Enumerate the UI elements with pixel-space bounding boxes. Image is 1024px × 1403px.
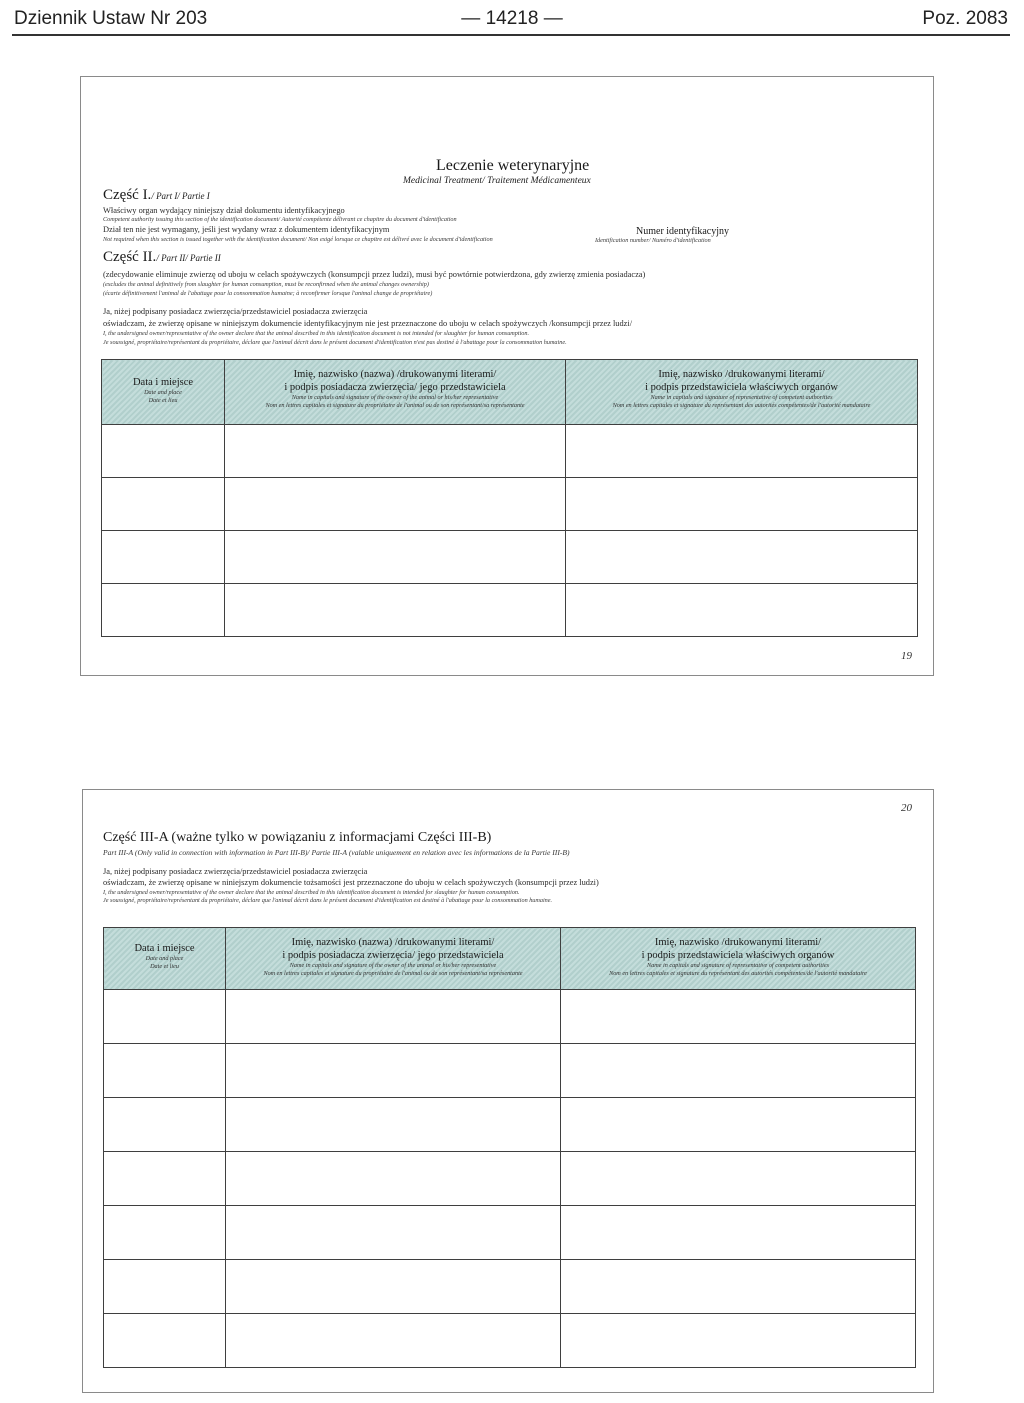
table-cell[interactable] — [226, 1314, 561, 1368]
part-1-note-translation: Not required when this section is issued together with the identification document/ Non exigé lorsque ce chapitre est délivré avec le document d'identification — [103, 236, 493, 243]
column-authority-signature-pl2: i podpis przedstawiciela właściwych organów — [645, 382, 838, 393]
column-authority-signature-en: Name in capitals and signature of representative of competent authorities — [647, 962, 829, 969]
table-cell[interactable] — [226, 1206, 561, 1260]
table-row — [104, 1152, 916, 1206]
table-cell[interactable] — [561, 1206, 916, 1260]
column-authority-signature — [566, 360, 918, 425]
table-header-row — [104, 928, 916, 990]
table-row — [104, 1044, 916, 1098]
section-title: Leczenie weterynaryjne — [436, 157, 590, 174]
column-owner-signature-fr: Nom en lettres capitales et signature du propriétaire de l'animal ou de son représentant/sa représentante — [263, 970, 523, 977]
part-3a-declaration: oświadczam, że zwierzę opisane w niniejszym dokumencie tożsamości jest przeznaczone do uboju w celach spożywczych (konsumpcji przez ludzi) — [103, 878, 599, 887]
column-owner-signature-en: Name in capitals and signature of the owner of the animal or his/her representative — [289, 962, 497, 969]
column-authority-signature-fr: Nom en lettres capitales et signature du représentant des autorités compétentes/de l'autorité mandataire — [612, 402, 871, 409]
table-row — [104, 1206, 916, 1260]
part-2-owner-line: Ja, niżej podpisany posiadacz zwierzęcia/przedstawiciel posiadacza zwierzęcia — [103, 307, 368, 316]
section-subtitle: Medicinal Treatment/ Traitement Médicamenteux — [403, 176, 591, 186]
table-cell[interactable] — [104, 1314, 226, 1368]
table-cell[interactable] — [226, 1260, 561, 1314]
column-owner-signature-pl2: i podpis posiadacza zwierzęcia/ jego przedstawiciela — [282, 950, 504, 961]
table-row — [102, 531, 918, 584]
column-owner-signature — [226, 928, 561, 990]
journal-position: Poz. 2083 — [922, 8, 1008, 29]
part-3a-owner-line: Ja, niżej podpisany posiadacz zwierzęcia/przedstawiciel posiadacza zwierzęcia — [103, 867, 368, 876]
journal-page-number: — 14218 — — [461, 8, 563, 29]
column-owner-signature-fr: Nom en lettres capitales et signature du propriétaire de l'animal ou de son représentant/sa représentante — [265, 402, 525, 409]
part-2-exclusion-fr: (écarte définitivement l'animal de l'abattage pour la consommation humaine; à reconfirmer lorsque l'animal change de propriétaire) — [103, 290, 433, 297]
column-date-place-pl: Data i miejsce — [132, 377, 194, 388]
passport-page-number: 20 — [901, 802, 912, 814]
table-row — [104, 1314, 916, 1368]
part-3a-heading: Część III-A (ważne tylko w powiązaniu z informacjami Części III-B) — [103, 830, 492, 845]
table-row — [104, 1098, 916, 1152]
table-cell[interactable] — [561, 990, 916, 1044]
table-cell[interactable] — [566, 584, 918, 637]
column-authority-signature-fr: Nom en lettres capitales et signature du représentant des autorités compétentes/de l'autorité mandataire — [609, 970, 867, 977]
part-1-note: Dział ten nie jest wymagany, jeśli jest wydany wraz z dokumentem identyfikacyjnym — [103, 225, 390, 234]
column-authority-signature-pl1: Imię, nazwisko /drukowanymi literami/ — [658, 369, 825, 380]
table-cell[interactable] — [225, 425, 566, 478]
column-authority-signature-pl1: Imię, nazwisko /drukowanymi literami/ — [654, 937, 822, 948]
slaughter-declaration-table — [103, 927, 916, 1368]
table-cell[interactable] — [104, 1152, 226, 1206]
table-row — [104, 1260, 916, 1314]
table-cell[interactable] — [226, 990, 561, 1044]
table-cell[interactable] — [561, 1260, 916, 1314]
column-owner-signature-en: Name in capitals and signature of the owner of the animal or his/her representative — [291, 394, 499, 401]
table-cell[interactable] — [226, 1098, 561, 1152]
column-authority-signature — [561, 928, 916, 990]
part-3a-declaration-fr: Je soussigné, propriétaire/représentant du propriétaire, déclare que l'animal décrit dans le présent document d'identification est destiné à l'abattage pour la consommation humaine. — [103, 897, 553, 904]
part-2-declaration-fr: Je soussigné, propriétaire/représentant du propriétaire, déclare que l'animal décrit dans le présent document d'identification n'est pas destiné à l'abattage pour la consommation humaine. — [103, 339, 567, 346]
table-row — [102, 425, 918, 478]
column-authority-signature-en: Name in capitals and signature of representative of competent authorities — [650, 394, 833, 401]
part-1-heading-translation: / Part I/ Partie I — [151, 191, 210, 201]
table-cell[interactable] — [561, 1098, 916, 1152]
table-cell[interactable] — [225, 478, 566, 531]
treatment-signature-table — [101, 359, 918, 637]
part-1-heading-pl: Część I. — [103, 187, 152, 203]
column-owner-signature — [225, 360, 566, 425]
column-date-place-fr: Date et lieu — [150, 963, 179, 970]
part-2-declaration-en: I, the undersigned owner/representative of the owner declare that the animal described in this identification document is not intended for slaughter for human consumption. — [103, 330, 530, 337]
column-owner-signature-pl1: Imię, nazwisko (nazwa) /drukowanymi literami/ — [293, 369, 497, 380]
table-row — [102, 584, 918, 637]
table-cell[interactable] — [104, 1098, 226, 1152]
id-number-label-translation: Identification number/ Numéro d'identification — [595, 237, 711, 244]
table-cell[interactable] — [561, 1044, 916, 1098]
part-3a-declaration-en: I, the undersigned owner/representative of the owner declare that the animal described in this identification document is intended for slaughter for human consumption. — [103, 889, 520, 896]
table-cell[interactable] — [566, 531, 918, 584]
table-cell[interactable] — [102, 584, 225, 637]
column-owner-signature-pl2: i podpis posiadacza zwierzęcia/ jego przedstawiciela — [284, 382, 506, 393]
part-2-heading-translation: / Part II/ Partie II — [156, 253, 221, 263]
column-authority-signature-pl2: i podpis przedstawiciela właściwych organów — [641, 950, 835, 961]
table-row — [104, 990, 916, 1044]
table-cell[interactable] — [561, 1152, 916, 1206]
part-2-declaration: oświadczam, że zwierzę opisane w niniejszym dokumencie identyfikacyjnym nie jest przeznaczone do uboju w celach spożywczych /konsumpcji przez ludzi/ — [103, 319, 633, 328]
table-cell[interactable] — [226, 1152, 561, 1206]
id-number-label: Numer identyfikacyjny — [636, 226, 730, 237]
table-cell[interactable] — [102, 531, 225, 584]
table-cell[interactable] — [104, 990, 226, 1044]
part-3a-heading-translation: Part III-A (Only valid in connection with information in Part III-B)/ Partie III-A (valable uniquement en relation avec les informations de la Partie III-B) — [103, 848, 570, 857]
table-cell[interactable] — [102, 478, 225, 531]
table-cell[interactable] — [566, 425, 918, 478]
column-owner-signature-pl1: Imię, nazwisko (nazwa) /drukowanymi literami/ — [291, 937, 495, 948]
column-date-place-pl: Data i miejsce — [134, 943, 195, 954]
table-row — [102, 478, 918, 531]
column-date-place-en: Date and place — [144, 389, 182, 396]
table-cell[interactable] — [225, 531, 566, 584]
table-cell[interactable] — [104, 1206, 226, 1260]
table-cell[interactable] — [104, 1044, 226, 1098]
passport-page-number: 19 — [901, 650, 912, 662]
column-date-place — [102, 360, 225, 425]
table-cell[interactable] — [561, 1314, 916, 1368]
column-date-place-fr: Date et lieu — [148, 397, 178, 404]
part-1-authority-translation: Competent authority issuing this section of the identification document/ Autorité compétente délivrant ce chapitre du document d'identification — [103, 216, 457, 223]
part-2-heading — [103, 249, 221, 266]
part-2-exclusion-en: (excludes the animal definitively from slaughter for human consumption, must be reconfirmed when the animal changes ownership) — [103, 281, 429, 288]
table-cell[interactable] — [102, 425, 225, 478]
table-header-row — [102, 360, 918, 425]
passport-page-20 — [82, 789, 934, 1393]
table-cell[interactable] — [566, 478, 918, 531]
table-cell[interactable] — [104, 1260, 226, 1314]
journal-title: Dziennik Ustaw Nr 203 — [14, 8, 208, 29]
header-rule — [12, 34, 1010, 36]
column-date-place — [104, 928, 226, 990]
table-cell[interactable] — [225, 584, 566, 637]
part-2-exclusion: (zdecydowanie eliminuje zwierzę od uboju w celach spożywczych (konsumpcji przez ludzi), musi być powtórnie potwierdzona, gdy zwierzę zmienia posiadacza) — [103, 270, 646, 279]
part-1-authority: Właściwy organ wydający niniejszy dział dokumentu identyfikacyjnego — [103, 206, 345, 215]
part-2-heading-pl: Część II. — [103, 249, 157, 265]
passport-page-19 — [80, 76, 934, 676]
column-date-place-en: Date and place — [145, 955, 184, 962]
table-cell[interactable] — [226, 1044, 561, 1098]
part-1-heading — [103, 187, 210, 204]
